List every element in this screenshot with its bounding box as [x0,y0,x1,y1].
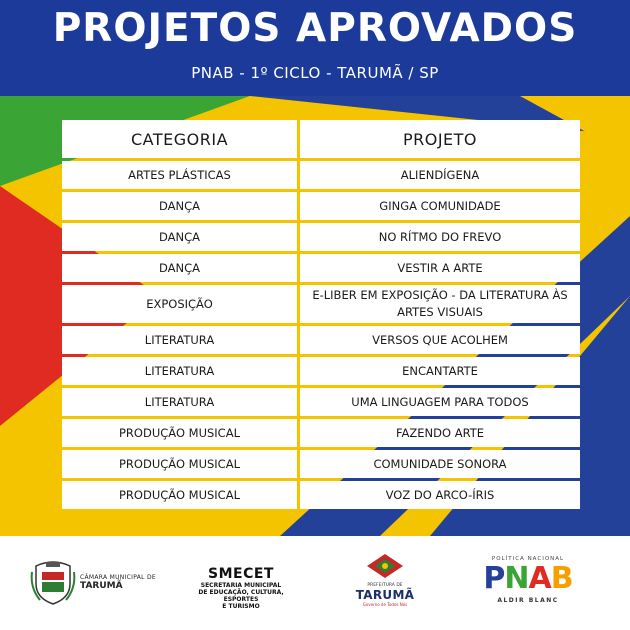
project-cell: VESTIR A ARTE [300,254,580,282]
prefeitura-logo [350,554,420,607]
table-row [62,357,580,385]
project-cell: VERSOS QUE ACOLHEM [300,326,580,354]
table-row [62,326,580,354]
table-row [62,388,580,416]
column-header-category: CATEGORIA [62,120,297,158]
page-title: PROJETOS APROVADOS [52,6,578,51]
camara-line1: CÂMARA MUNICIPAL DE [80,574,156,581]
pnab-wordmark-icon [478,562,578,592]
smecet-logo [180,566,302,610]
pnab-top-text: POLÍTICA NACIONAL [491,556,565,562]
project-cell: ENCANTARTE [300,357,580,385]
project-cell: GINGA COMUNIDADE [300,192,580,220]
column-header-project: PROJETO [300,120,580,158]
table-row [62,481,580,509]
svg-text:PNAB: PNAB [483,562,573,592]
category-cell: LITERATURA [62,357,297,385]
category-cell: DANÇA [62,192,297,220]
table-row [62,161,580,189]
table-row [62,285,580,323]
category-cell: ARTES PLÁSTICAS [62,161,297,189]
prefeitura-line2: TARUMÃ [355,588,415,602]
category-cell: PRODUÇÃO MUSICAL [62,450,297,478]
project-cell: COMUNIDADE SONORA [300,450,580,478]
smecet-line2: DE EDUCAÇÃO, CULTURA, ESPORTES [198,589,284,603]
category-cell: LITERATURA [62,326,297,354]
table-row [62,223,580,251]
category-cell: DANÇA [62,254,297,282]
project-cell: UMA LINGUAGEM PARA TODOS [300,388,580,416]
smecet-name: SMECET [208,566,274,582]
category-cell: PRODUÇÃO MUSICAL [62,481,297,509]
category-cell: PRODUÇÃO MUSICAL [62,419,297,447]
camara-coat-of-arms-icon [30,558,76,606]
pnab-logo [478,556,578,604]
project-cell: NO RÍTMO DO FREVO [300,223,580,251]
camara-line2: TARUMÃ [80,581,123,591]
smecet-line1: SECRETARIA MUNICIPAL [200,582,282,589]
category-cell: LITERATURA [62,388,297,416]
approved-projects-table [62,120,580,512]
project-cell: FAZENDO ARTE [300,419,580,447]
page-subtitle: PNAB - 1º CICLO - TARUMÃ / SP [191,64,439,82]
project-cell: VOZ DO ARCO-ÍRIS [300,481,580,509]
project-cell: E-LIBER EM EXPOSIÇÃO - DA LITERATURA ÀS ARTES VISUAIS [300,285,580,323]
table-row [62,450,580,478]
prefeitura-line1: PREFEITURA DE [367,583,403,588]
category-cell: EXPOSIÇÃO [62,285,297,323]
camara-logo-text [80,574,156,591]
smecet-line3: E TURISMO [222,603,260,610]
header-banner [0,0,630,96]
prefeitura-emblem-icon [365,554,405,578]
pnab-bottom-text: ALDIR BLANC [497,597,559,604]
table-row [62,192,580,220]
project-cell: ALIENDÍGENA [300,161,580,189]
table-row [62,254,580,282]
sponsor-footer [0,536,630,630]
category-cell: DANÇA [62,223,297,251]
prefeitura-line3: Governo de Todos Nós [362,602,408,607]
table-header-row [62,120,580,158]
table-row [62,419,580,447]
